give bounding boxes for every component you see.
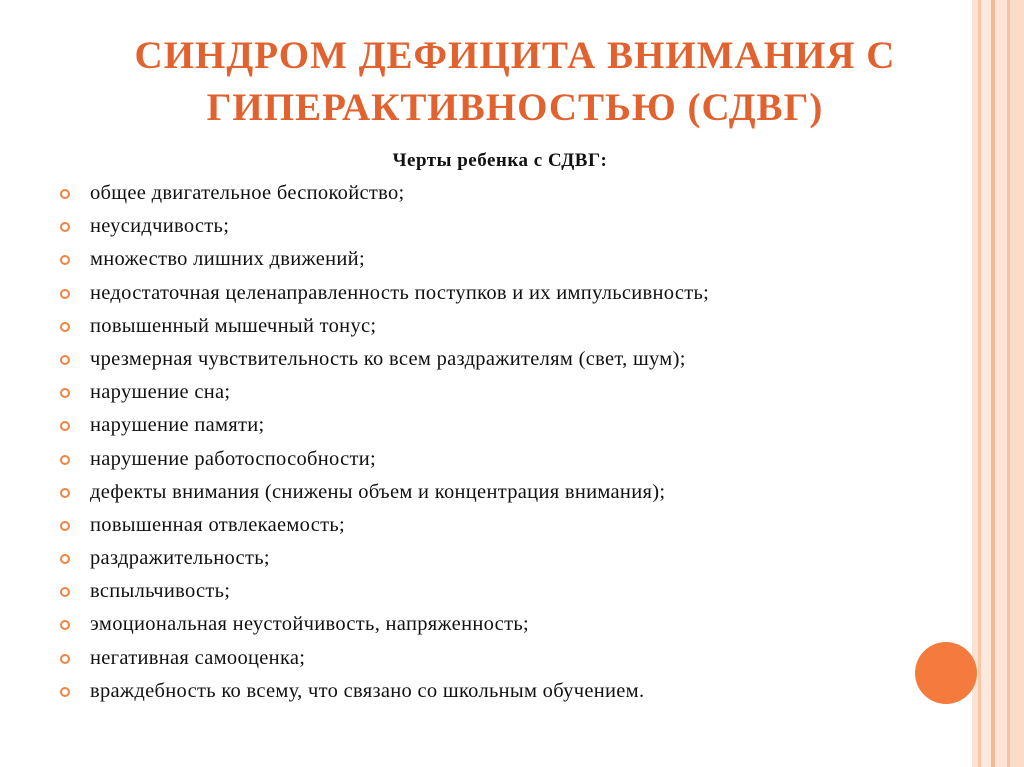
ring-bullet-icon [60,222,70,232]
list-item-text: вспыльчивость; [90,580,231,603]
list-item-text: нарушение работоспособности; [90,447,377,470]
ring-bullet-icon [60,355,70,365]
ring-bullet-icon [60,388,70,398]
list-item [60,476,709,509]
traits-list [60,177,709,708]
list-item [60,210,709,243]
list-item-text: нарушение памяти; [90,414,265,437]
list-item-text: дефекты внимания (снижены объем и концентрация внимания); [90,480,666,503]
list-item-text: неусидчивость; [90,215,230,238]
list-item-text: множество лишних движений; [90,248,365,271]
slide-title: СИНДРОМ ДЕФИЦИТА ВНИМАНИЯ С ГИПЕРАКТИВНОСТЬЮ (СДВГ) [134,34,896,129]
ring-bullet-icon [60,654,70,664]
ring-bullet-icon [60,255,70,265]
ring-bullet-icon [60,620,70,630]
list-item [60,575,709,608]
stripe [1010,0,1024,767]
list-item [60,542,709,575]
list-item-text: раздражительность; [90,547,270,570]
ring-bullet-icon [60,521,70,531]
list-item [60,509,709,542]
stripe [995,0,1007,767]
list-item [60,243,709,276]
ring-bullet-icon [60,554,70,564]
decorative-stripes [972,0,1024,767]
list-item-text: недостаточная целенаправленность поступков и их импульсивность; [90,281,710,304]
list-item [60,310,709,343]
ring-bullet-icon [60,587,70,597]
ring-bullet-icon [60,189,70,199]
list-item-text: повышенный мышечный тонус; [90,314,377,337]
list-item [60,343,709,376]
ring-bullet-icon [60,488,70,498]
list-item-text: чрезмерная чувствительность ко всем раздражителям (свет, шум); [90,347,686,370]
list-item [60,642,709,675]
list-item [60,443,709,476]
list-item-text: негативная самооценка; [90,646,306,669]
ring-bullet-icon [60,289,70,299]
decorative-circle [915,642,977,704]
list-item [60,177,709,210]
list-item [60,277,709,310]
stripe [981,0,991,767]
ring-bullet-icon [60,687,70,697]
ring-bullet-icon [60,455,70,465]
list-item [60,675,709,708]
list-item-text: враждебность ко всему, что связано со школьным обучением. [90,679,645,702]
list-item-text: эмоциональная неустойчивость, напряженность; [90,613,529,636]
list-item-text: нарушение сна; [90,381,231,404]
list-item [60,409,709,442]
slide-subtitle: Черты ребенка с СДВГ: [392,150,608,171]
list-item-text: общее двигательное беспокойство; [90,182,405,204]
list-item-text: повышенная отвлекаемость; [90,513,346,536]
ring-bullet-icon [60,322,70,332]
ring-bullet-icon [60,421,70,431]
list-item [60,376,709,409]
list-item [60,608,709,641]
